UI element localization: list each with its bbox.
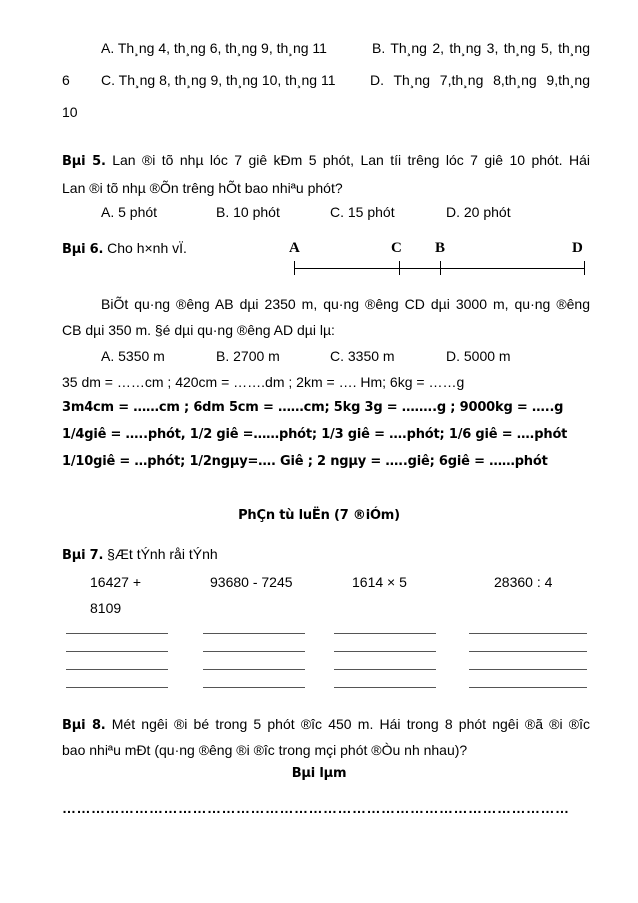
segment-line xyxy=(294,268,584,269)
q8-text-line2: bao nhiªu mÐt (qu·ng ®êng ®i ®îc trong mçi phót ®Òu nh nhau)? xyxy=(62,742,468,758)
q6-option-d: D. 5000 m xyxy=(446,348,511,364)
q7-label: Bµi 7. xyxy=(62,548,104,563)
q7-expr-4: 28360 : 4 xyxy=(494,574,553,590)
q5-option-d: D. 20 phót xyxy=(446,204,511,220)
q6-line1 xyxy=(101,296,590,312)
q6-label: Bµi 6. xyxy=(62,242,104,257)
q4-option-c: C. Th¸ng 8, th¸ng 9, th¸ng 10, th¸ng 11 xyxy=(101,72,336,88)
point-label-a: A xyxy=(289,240,300,256)
q5-label: Bµi 5. xyxy=(62,154,106,169)
q6-text-line1: BiÕt qu·ng ®êng AB dµi 2350 m, qu·ng ®êng CD dµi 3000 m, qu·ng ®êng xyxy=(101,296,590,312)
q5-line1 xyxy=(62,152,590,169)
q8-label: Bµi 8. xyxy=(62,718,106,733)
q4-option-b-continuation: 6 xyxy=(62,72,70,88)
answer-line[interactable] xyxy=(469,687,587,688)
q7-prompt: §Æt tÝnh råi tÝnh xyxy=(107,546,218,562)
section-title: PhÇn tù luËn (7 ®iÓm) xyxy=(238,508,400,523)
answer-line[interactable] xyxy=(203,669,305,670)
q5-option-a: A. 5 phót xyxy=(101,204,158,220)
point-label-d: D xyxy=(572,240,583,256)
q4-option-d xyxy=(370,72,590,88)
q8-text-line1: Mét ngêi ®i bé trong 5 phót ®îc 450 m. Hái trong 8 phót ngêi ®ã ®i ®îc xyxy=(111,716,591,732)
answer-line[interactable] xyxy=(203,651,305,652)
q5-option-c: C. 15 phót xyxy=(330,204,395,220)
q4-option-b xyxy=(372,40,590,56)
q4-option-d-continuation: 10 xyxy=(62,104,78,120)
q8-line1 xyxy=(62,716,590,733)
tick-a xyxy=(294,261,295,275)
answer-line[interactable] xyxy=(66,651,168,652)
tick-c xyxy=(399,261,400,275)
q6-option-c: C. 3350 m xyxy=(330,348,395,364)
q6-option-b: B. 2700 m xyxy=(216,348,280,364)
q5-text-line2: Lan ®i tõ nhµ ®Õn trêng hÕt bao nhiªu phót? xyxy=(62,180,343,196)
answer-line[interactable] xyxy=(66,687,168,688)
q7-heading xyxy=(62,546,218,563)
q6-heading xyxy=(62,240,187,257)
point-label-c: C xyxy=(391,240,402,256)
q4-option-b-text: B. Th¸ng 2, th¸ng 3, th¸ng 5, th¸ng xyxy=(372,40,590,56)
q4-option-d-text: D. Th¸ng 7,th¸ng 8,th¸ng 9,th¸ng xyxy=(370,72,590,88)
q7-expr-2: 93680 - 7245 xyxy=(210,574,293,590)
q8-answer-line[interactable] xyxy=(62,800,590,816)
tick-b xyxy=(440,261,441,275)
answer-line[interactable] xyxy=(203,633,305,634)
q6-text-line2: CB dµi 350 m. §é dµi qu·ng ®êng AD dµi lµ: xyxy=(62,322,335,338)
answer-line[interactable] xyxy=(469,651,587,652)
q5-text-line1: Lan ®i tõ nhµ lóc 7 giê kÐm 5 phót, Lan tíi trêng lóc 7 giê 10 phót. Hái xyxy=(112,152,590,168)
answer-line[interactable] xyxy=(469,633,587,634)
answer-line[interactable] xyxy=(66,669,168,670)
q6-prompt: Cho h×nh vÏ. xyxy=(107,240,187,256)
answer-line[interactable] xyxy=(66,633,168,634)
conversion-row-3: 1/4giê = …..phót, 1/2 giê =……phót; 1/3 giê = ….phót; 1/6 giê = ….phót xyxy=(62,427,568,442)
answer-line[interactable] xyxy=(334,669,436,670)
answer-line[interactable] xyxy=(334,651,436,652)
q7-expr-1: 16427 + xyxy=(90,574,141,590)
point-label-b: B xyxy=(435,240,446,256)
answer-line[interactable] xyxy=(203,687,305,688)
conversion-row-4: 1/10giê = …phót; 1/2ngµy=…. Giê ; 2 ngµy = …..giê; 6giê = ……phót xyxy=(62,454,548,469)
q8-solution-label: Bµi lµm xyxy=(291,766,347,781)
q4-option-a: A. Th¸ng 4, th¸ng 6, th¸ng 9, th¸ng 11 xyxy=(101,40,327,56)
q7-expr-1-continuation: 8109 xyxy=(90,600,122,616)
q8-dotted-line: …………………………………………………………………………………………… xyxy=(62,800,570,816)
answer-line[interactable] xyxy=(469,669,587,670)
q5-option-b: B. 10 phót xyxy=(216,204,280,220)
answer-line[interactable] xyxy=(334,633,436,634)
answer-line[interactable] xyxy=(334,687,436,688)
conversion-row-1: 35 dm = ……cm ; 420cm = …….dm ; 2km = …. Hm; 6kg = ……g xyxy=(62,374,465,390)
conversion-row-2: 3m4cm = ……cm ; 6dm 5cm = ……cm; 5kg 3g = ……..g ; 9000kg = …..g xyxy=(62,400,564,415)
tick-d xyxy=(584,261,585,275)
q6-option-a: A. 5350 m xyxy=(101,348,165,364)
q7-expr-3: 1614 × 5 xyxy=(352,574,407,590)
